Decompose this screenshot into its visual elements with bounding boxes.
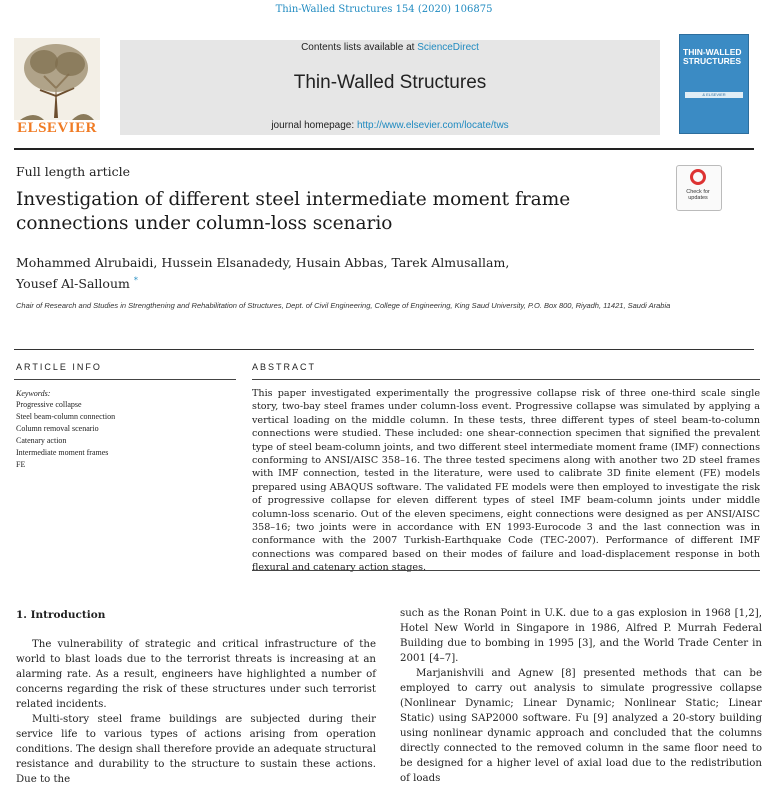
intro-paragraph: The vulnerability of strategic and critical infrastructure of the world to blast loads due to the terrorist threats is increasing at an alarming rate. As a result, engineers have highlighted a number of concerns regarding the risk of these structures under such terrorist related incidents. — [16, 639, 376, 710]
authors-line-1[interactable]: Mohammed Alrubaidi, Hussein Elsanadedy, Husain Abbas, Tarek Almusallam, — [16, 255, 510, 270]
contents-prefix: Contents lists available at — [301, 42, 418, 53]
keyword-item: Steel beam-column connection — [16, 412, 116, 421]
journal-homepage-line — [120, 120, 660, 131]
authors-line-2[interactable] — [16, 272, 576, 293]
corresponding-author-mark[interactable]: * — [133, 276, 138, 285]
body-column-right — [400, 606, 762, 786]
homepage-prefix: journal homepage: — [271, 120, 357, 131]
author-affiliation: Chair of Research and Studies in Strengthening and Rehabilitation of Structures, Dept. of Civil Engineering, College of Engineering, King Saud University, P.O. Box 800, Riyadh, 11421, Saudi Arabia — [16, 301, 671, 310]
elsevier-wordmark[interactable]: ELSEVIER — [17, 120, 97, 136]
abstract-bottom-rule — [252, 570, 760, 571]
cover-title: THIN-WALLED STRUCTURES — [683, 47, 742, 66]
abstract-top-rule — [252, 379, 760, 380]
section-divider — [14, 349, 754, 350]
intro-paragraph: Multi-story steel frame buildings are subjected during their service life to various types of actions arising from operation conditions. The design shall therefore provide an adequate structural resistance and durability to the structure to sustain these actions. Due to the — [16, 714, 376, 785]
intro-paragraph: Marjanishvili and Agnew [8] presented methods that can be employed to carry out analysis to simulate progressive collapse (Nonlinear Dynamic; Linear Dynamic; Nonlinear Static; Linear Static) using SAP2000 software. Fu [9] analyzed a 20-story building using nonlinear dynamic approach and concluded that the columns directly connected to the removed column in the same floor need to be designed for a higher level of axial load due to the redistribution of loads — [400, 668, 762, 784]
keywords-list — [16, 399, 115, 471]
keyword-item: Catenary action — [16, 436, 67, 445]
header-divider — [14, 148, 754, 150]
keyword-item: FE — [16, 460, 26, 469]
article-info-heading: ARTICLE INFO — [16, 362, 102, 372]
check-updates-icon — [690, 169, 706, 185]
introduction-heading: 1. Introduction — [16, 609, 106, 621]
author-list — [16, 254, 576, 293]
journal-title: Thin-Walled Structures — [293, 72, 487, 93]
body-column-left — [16, 637, 376, 787]
journal-reference[interactable]: Thin-Walled Structures 154 (2020) 106875 — [275, 4, 493, 15]
keyword-item: Intermediate moment frames — [16, 448, 109, 457]
keyword-item: Column removal scenario — [16, 424, 99, 433]
abstract-heading: ABSTRACT — [252, 362, 317, 372]
author-last[interactable]: Yousef Al-Salloum — [16, 276, 130, 292]
article-type: Full length article — [16, 164, 131, 179]
cover-stripe-text: & ELSEVIER — [702, 92, 726, 97]
check-updates-label: Check for updates — [686, 189, 710, 201]
keyword-item: Progressive collapse — [16, 400, 82, 409]
keywords-label: Keywords: — [16, 389, 51, 398]
intro-paragraph: such as the Ronan Point in U.K. due to a gas explosion in 1968 [1,2], Hotel New World in Singapore in 1986, Alfred P. Murrah Federal Building due to bombing in 1995 [3], and the World Trade Center in 2001 [4–7]. — [400, 608, 762, 664]
article-title: Investigation of different steel intermediate moment frame connections under column-loss scenario — [16, 189, 571, 234]
abstract-text: This paper investigated experimentally the progressive collapse risk of three one-third scale single story, two-bay steel frames under column-loss event. Progressive collapse was simulated by applying a vertical loading on the middle column. In these tests, three different types of steel beam-to-column connections were studied. These included: one shear-connection specimen that signified the prevalent type of steel beam-column joints, and two different steel intermediate moment frame (IMF) connections conforming to ANSI/AISC 358–16. The three tested specimens along with another two 2D steel frames with IMF connection, tested in the literature, were used to calibrate 3D finite element (FE) models prepared using ABAQUS software. The validated FE models were then employed to investigate the risk of progressive collapse for eleven different types of steel IMF beam-column joints under middle column-loss scenario. Out of the eleven specimens, eight connections were designed as per ANSI/AISC 358–16; two joints were in accordance with EN 1993-Eurocode 3 and the last connection was in conformance with the 2007 Turkish-Earthquake Code (TEC-2007). Performance of different IMF connections was compared based on their modes of failure and load-displacement response in both flexural and catenary action stages. — [252, 388, 760, 574]
journal-homepage-link[interactable]: http://www.elsevier.com/locate/tws — [356, 120, 509, 131]
article-info-rule — [14, 379, 236, 380]
sciencedirect-link[interactable]: ScienceDirect — [417, 42, 479, 53]
contents-lists-line — [120, 42, 660, 53]
